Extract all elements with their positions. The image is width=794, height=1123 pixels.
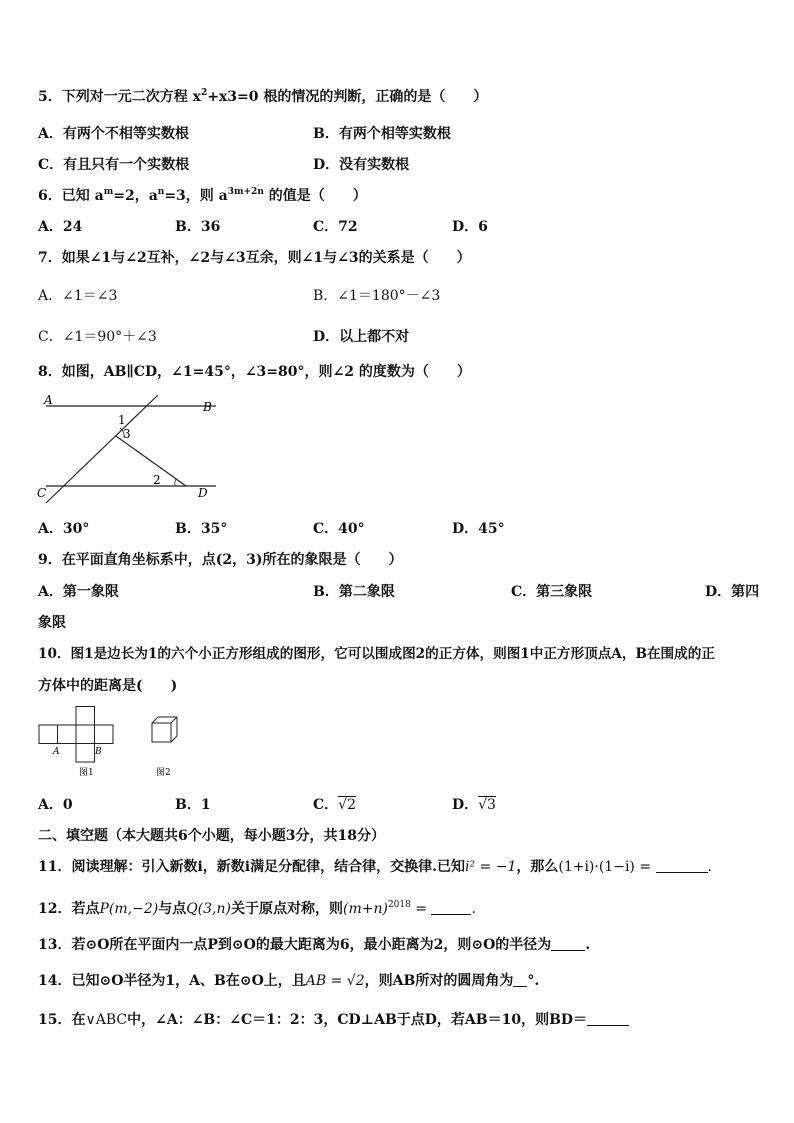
- q7-stem: 7．如果∠1与∠2互补，∠2与∠3互余，则∠1与∠3的关系是（ ）: [38, 250, 471, 266]
- q7-option-a: A．∠1＝∠3: [38, 288, 118, 304]
- q6-option-a: A．24: [38, 219, 83, 235]
- q10-net-vertex-a: A: [53, 747, 60, 757]
- q10-option-d-value: √3: [478, 797, 496, 813]
- q5-option-d: D．没有实数根: [313, 157, 410, 173]
- q6-stem: 6．已知 $a^m=2$，$a^n=3$，则 $a^{3m+2n}$ 的值是（ ）: [38, 187, 367, 204]
- q5-option-c: C．有且只有一个实数根: [38, 157, 190, 173]
- q6-option-d: D．6: [452, 219, 488, 235]
- q8-label-a: A: [44, 393, 53, 407]
- q8-figure: [36, 393, 226, 505]
- q5-option-a: A．有两个不相等实数根: [38, 126, 189, 142]
- q8-angle-1: 1: [118, 413, 126, 427]
- q6-option-c: C．72: [313, 219, 358, 235]
- q13-answer-blank[interactable]: [551, 936, 585, 951]
- q9-option-c: C．第三象限: [511, 584, 593, 600]
- q9-option-b: B．第二象限: [313, 584, 395, 600]
- q8-option-d: D．45°: [452, 521, 505, 537]
- q8-label-b: B: [203, 400, 212, 414]
- q10-fig1-caption: 图1: [79, 768, 94, 778]
- q10-stem-line2: 方体中的距离是( ): [38, 678, 178, 694]
- q10-fig2-caption: 图2: [156, 768, 171, 778]
- q12-stem: 12．若点P(m,−2)与点Q(3,n)关于原点对称，则$(m+n)^{2018}$ = .: [38, 900, 476, 917]
- q15-stem: 15．在∨ABC中，∠A：∠B：∠C＝1：2：3，CD⊥AB于点D，若AB＝10，则BD＝: [38, 1011, 629, 1029]
- q14-answer-blank[interactable]: [513, 972, 527, 987]
- q10-option-d: D．√3: [452, 797, 496, 813]
- q6-option-b: B．36: [175, 219, 221, 235]
- q8-label-d: D: [198, 486, 208, 500]
- q9-stem: 9．在平面直角坐标系中，点(2，3)所在的象限是（ ）: [38, 552, 403, 568]
- q5-option-b: B．有两个相等实数根: [313, 126, 451, 142]
- q7-option-d: D．以上都不对: [313, 329, 410, 345]
- q8-stem: 8．如图，AB∥CD，∠1=45°，∠3=80°，则∠2 的度数为（ ）: [38, 364, 471, 380]
- q13-stem: 13．若⊙O所在平面内一点P到⊙O的最大距离为6，最小距离为2，则⊙O的半径为 .: [38, 937, 591, 953]
- q15-answer-blank[interactable]: [587, 1011, 629, 1026]
- q8-option-c: C．40°: [313, 521, 365, 537]
- q8-option-b: B．35°: [175, 521, 228, 537]
- q10-figures: [36, 705, 196, 780]
- q9-option-d: D．第四: [705, 584, 760, 600]
- q9-option-a: A．第一象限: [38, 584, 119, 600]
- q11-answer-blank[interactable]: [656, 858, 708, 873]
- q11-stem: 11．阅读理解：引入新数i，新数i满足分配律，结合律，交换律.已知i² = −1，那么(1+i)·(1−i) = .: [38, 859, 712, 875]
- q10-net-vertex-b: B: [95, 747, 102, 757]
- q10-option-c: C．√2: [313, 797, 356, 813]
- q10-option-c-value: √2: [338, 797, 356, 813]
- q10-stem-line1: 10．图1是边长为1的六个小正方形组成的图形，它可以围成图2的正方体，则图1中正方形顶点A，B在围成的正: [38, 646, 715, 662]
- q7-option-c: C．∠1＝90°＋∠3: [38, 329, 157, 345]
- q5-stem: 5．下列对一元二次方程 $x^2+x3=0$ 根的情况的判断，正确的是（ ）: [38, 88, 488, 105]
- q14-stem: 14．已知⊙O半径为1，A、B在⊙O上，且AB = √2，则AB所对的圆周角为 °.: [38, 973, 540, 989]
- q7-option-b: B．∠1＝180°－∠3: [313, 288, 441, 304]
- q8-label-c: C: [37, 486, 47, 500]
- section2-title: 二、填空题（本大题共6个小题，每小题3分，共18分）: [38, 828, 385, 844]
- q8-angle-2: 2: [153, 473, 161, 487]
- q8-angle-3: 3: [123, 427, 131, 441]
- q8-option-a: A．30°: [38, 521, 90, 537]
- q10-option-a: A．0: [38, 797, 73, 813]
- q12-answer-blank[interactable]: [431, 900, 471, 915]
- q10-option-b: B．1: [175, 797, 211, 813]
- q9-option-d-cont: 象限: [38, 615, 66, 631]
